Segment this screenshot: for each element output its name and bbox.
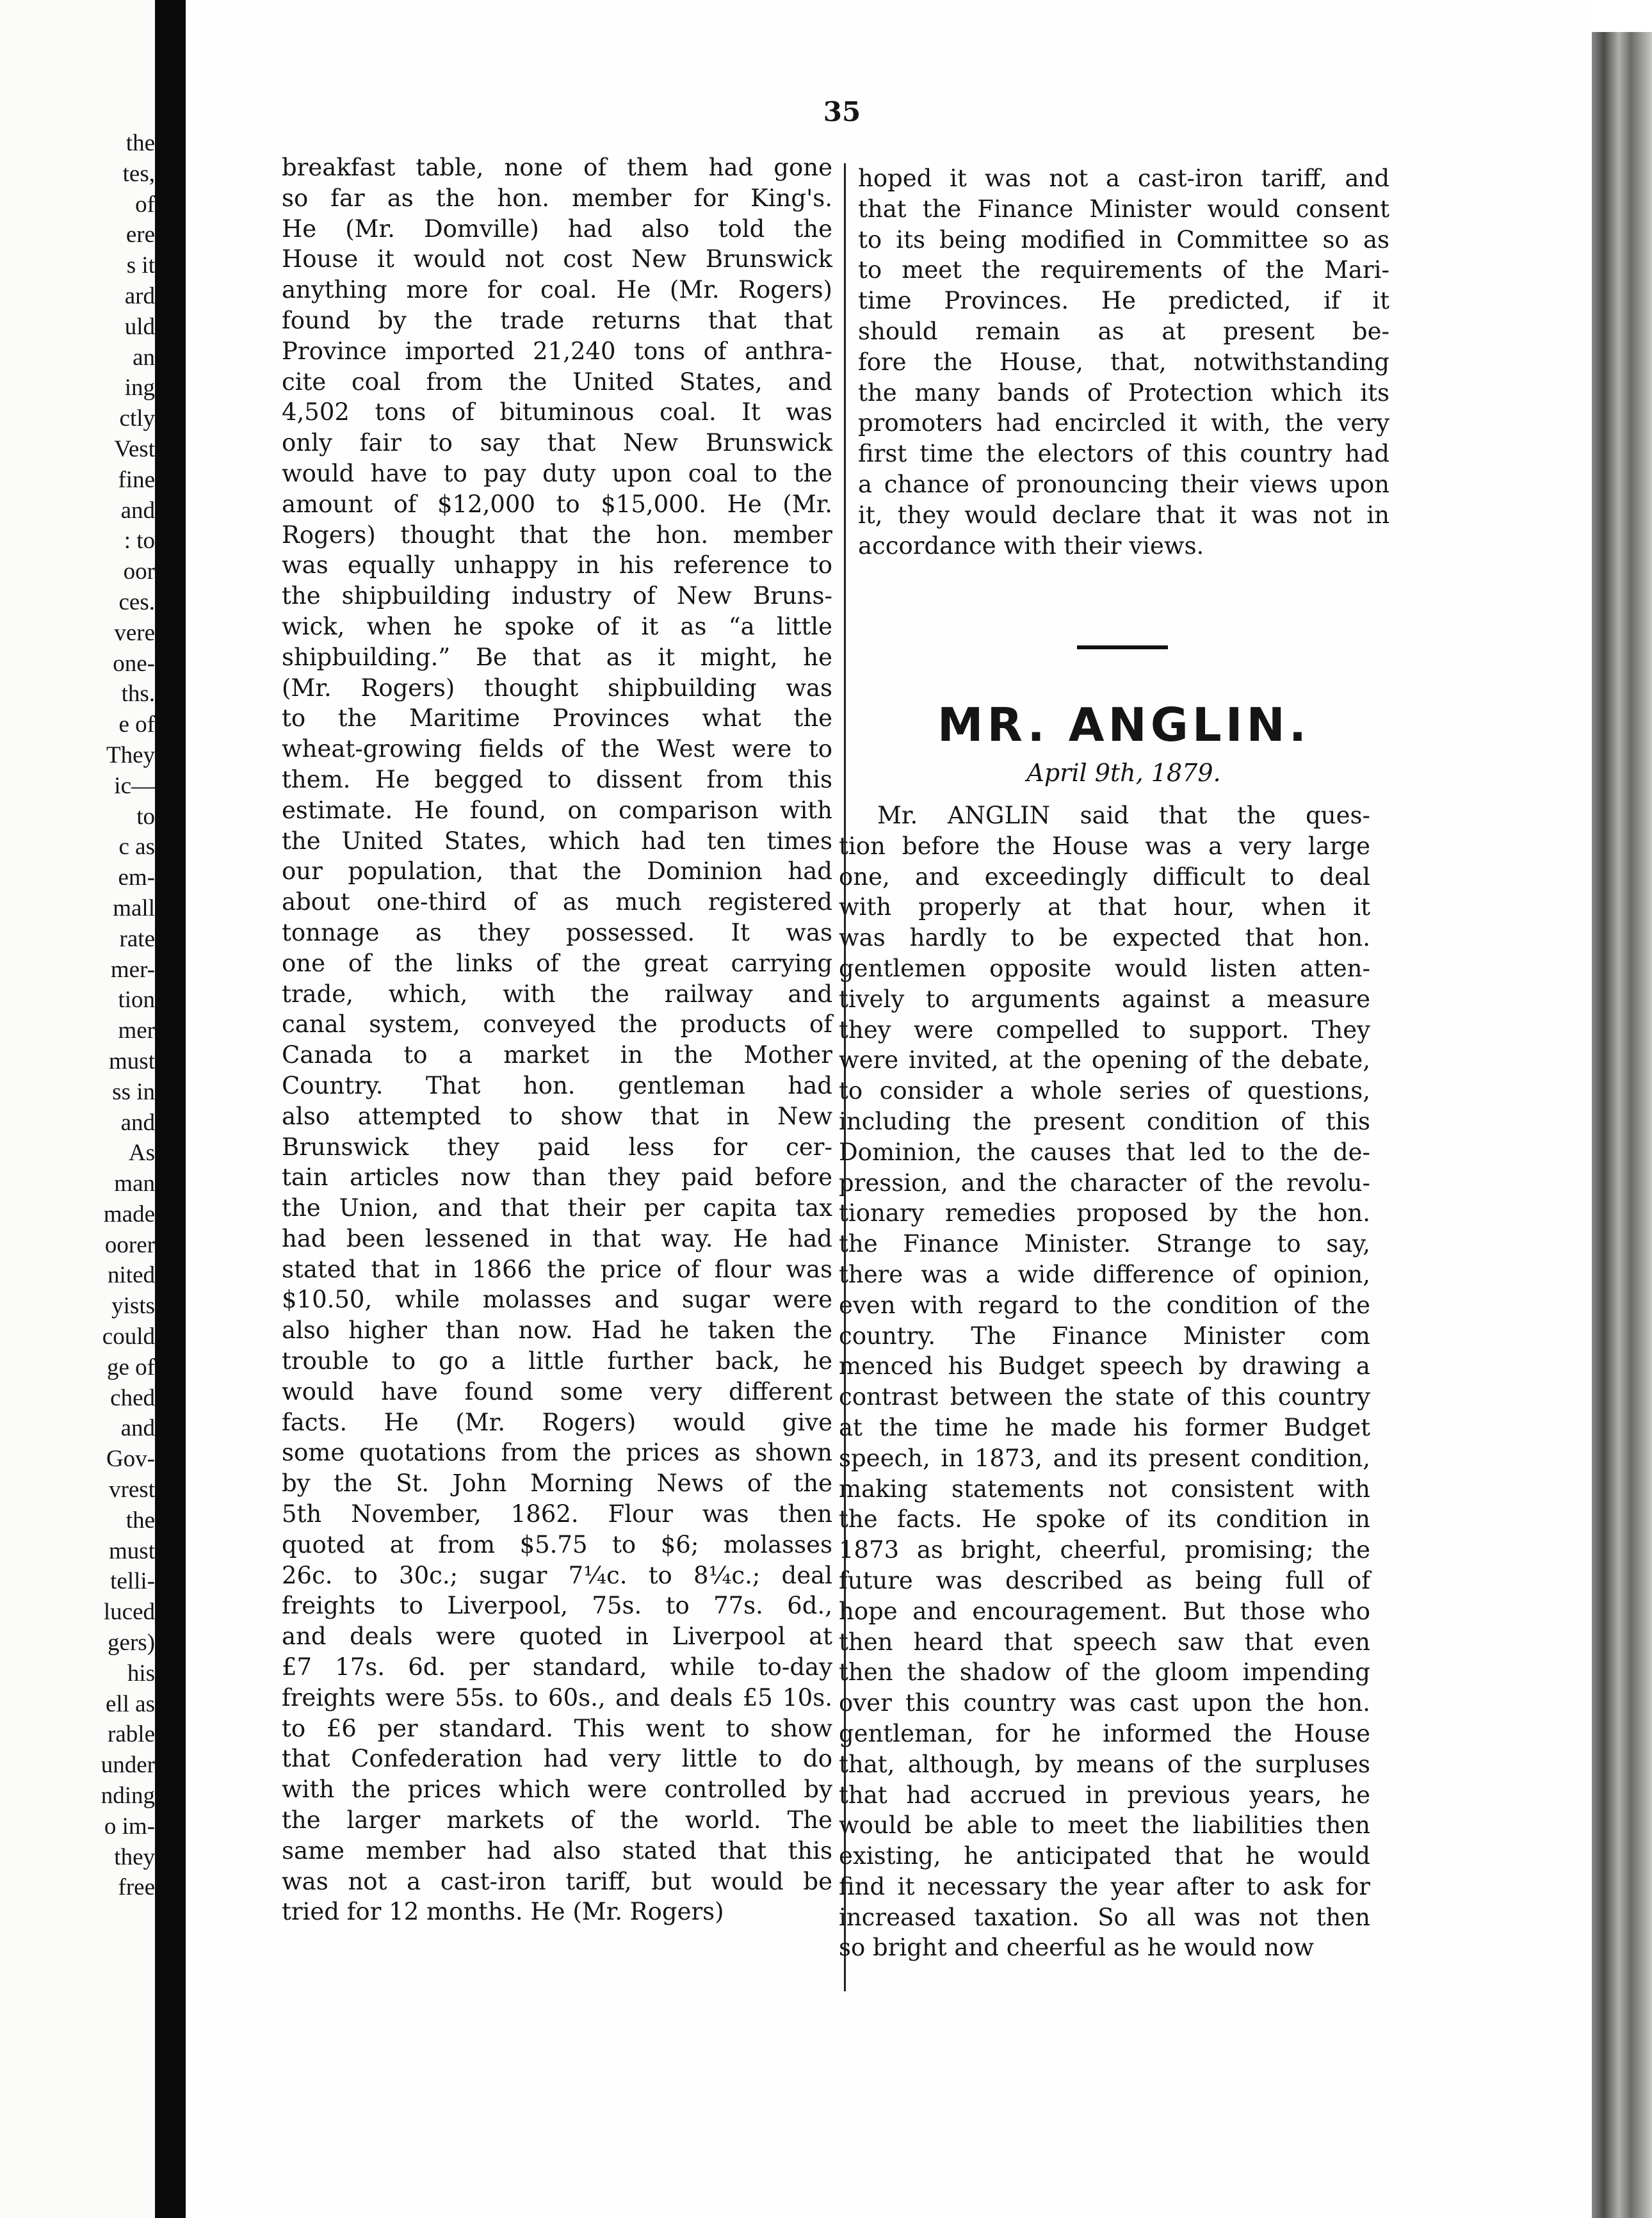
text-line: amount of $12,000 to $15,000. He (Mr. xyxy=(282,490,832,518)
text-line: freights to Liverpool, 75s. to 77s. 6d., xyxy=(282,1592,832,1620)
text-line: hope and encouragement. But those who xyxy=(839,1597,1370,1625)
previous-page-line: uld xyxy=(124,313,155,340)
previous-page-line: ere xyxy=(126,222,155,248)
previous-page-line: fine xyxy=(118,466,155,493)
text-line: existing, he anticipated that he would xyxy=(839,1842,1370,1870)
text-line: gentleman, for he informed the House xyxy=(839,1719,1370,1747)
text-line: tively to arguments against a measure xyxy=(839,985,1370,1013)
previous-page-line: ss in xyxy=(112,1078,155,1105)
text-line: stated that in 1866 the price of flour was xyxy=(282,1255,832,1283)
text-line: one, and exceedingly difficult to deal xyxy=(839,862,1370,891)
previous-page-line: ths. xyxy=(121,681,155,708)
text-line: by the St. John Morning News of the xyxy=(282,1469,832,1498)
previous-page-line: Gov- xyxy=(106,1446,155,1473)
text-line: to consider a whole series of questions, xyxy=(839,1077,1370,1105)
text-line: the larger markets of the world. The xyxy=(282,1806,832,1834)
previous-page-line: and xyxy=(120,1415,155,1442)
text-line: tion before the House was a very large xyxy=(839,832,1370,860)
previous-page-line: o im- xyxy=(104,1813,155,1840)
text-line: shipbuilding.” Be that as it might, he xyxy=(282,643,832,671)
previous-page-line: As xyxy=(128,1140,155,1167)
text-line: 26c. to 30c.; sugar 7¼c. to 8¼c.; deal xyxy=(282,1561,832,1589)
text-line: pression, and the character of the revolu- xyxy=(839,1169,1370,1197)
previous-page-line: em- xyxy=(118,864,155,891)
text-line: trouble to go a little further back, he xyxy=(282,1347,832,1375)
text-line: it, they would declare that it was not in xyxy=(858,501,1389,529)
text-line: would have to pay duty upon coal to the xyxy=(282,459,832,487)
text-line: with the prices which were controlled by xyxy=(282,1776,832,1804)
previous-page-line: rable xyxy=(108,1721,155,1748)
text-line: freights were 55s. to 60s., and deals £5 10s. xyxy=(282,1683,832,1712)
text-line: that, although, by means of the surpluses xyxy=(839,1750,1370,1778)
previous-page-line: under xyxy=(101,1752,155,1779)
previous-page-line: nding xyxy=(101,1783,155,1809)
text-line: was not a cast-iron tariff, but would be xyxy=(282,1867,832,1895)
text-line: including the present condition of this xyxy=(839,1107,1370,1135)
text-line: quoted at from $5.75 to $6; molasses xyxy=(282,1530,832,1558)
text-line: country. The Finance Minister com xyxy=(839,1322,1370,1350)
previous-page-line: the xyxy=(126,130,155,156)
text-line: one of the links of the great carrying xyxy=(282,949,832,977)
text-line: time Provinces. He predicted, if it xyxy=(858,287,1389,315)
previous-page-line: ces. xyxy=(118,588,155,615)
previous-page-line: must xyxy=(109,1048,155,1074)
previous-page-edge xyxy=(0,0,155,2218)
text-line: Brunswick they paid less for cer- xyxy=(282,1133,832,1161)
text-line: 5th November, 1862. Flour was then xyxy=(282,1500,832,1528)
dateline: April 9th, 1879. xyxy=(1026,759,1221,787)
text-line: even with regard to the condition of the xyxy=(839,1291,1370,1319)
text-line: then the shadow of the gloom impending xyxy=(839,1658,1370,1687)
previous-page-line: c as xyxy=(118,834,155,861)
text-line: was equally unhappy in his reference to xyxy=(282,551,832,579)
text-line: the many bands of Protection which its xyxy=(858,378,1389,407)
text-line: increased taxation. So all was not then xyxy=(839,1903,1370,1931)
previous-page-line: yists xyxy=(111,1293,155,1320)
text-line: breakfast table, none of them had gone xyxy=(282,154,832,181)
previous-page-line: mer- xyxy=(110,956,155,983)
text-line: Province imported 21,240 tons of anthra- xyxy=(282,337,832,365)
text-line: $10.50, while molasses and sugar were xyxy=(282,1286,832,1314)
previous-page-line: luced xyxy=(103,1599,155,1626)
previous-page-line: tes, xyxy=(122,160,155,187)
text-line: about one-third of as much registered xyxy=(282,888,832,916)
left-column xyxy=(282,152,832,1927)
text-line: over this country was cast upon the hon. xyxy=(839,1689,1370,1717)
text-line: contrast between the state of this country xyxy=(839,1383,1370,1411)
text-line: the facts. He spoke of its condition in xyxy=(839,1505,1370,1534)
previous-page-line: nited xyxy=(108,1262,155,1289)
text-line: would have found some very different xyxy=(282,1377,832,1405)
previous-page-line: the xyxy=(126,1507,155,1534)
previous-page-fragments xyxy=(0,128,155,1903)
previous-page-line: must xyxy=(109,1537,155,1564)
text-line: them. He begged to dissent from this xyxy=(282,765,832,793)
text-line: the Finance Minister. Strange to say, xyxy=(839,1230,1370,1258)
previous-page-line: They xyxy=(106,741,155,768)
text-line: menced his Budget speech by drawing a xyxy=(839,1352,1370,1380)
text-line: at the time he made his former Budget xyxy=(839,1413,1370,1441)
text-line: making statements not consistent with xyxy=(839,1475,1370,1503)
previous-page-line: ctly xyxy=(119,405,155,432)
previous-page-line: and xyxy=(120,497,155,524)
previous-page-line: vrest xyxy=(109,1477,155,1503)
text-line: House it would not cost New Brunswick xyxy=(282,245,832,273)
text-line: trade, which, with the railway and xyxy=(282,980,832,1008)
text-line: had been lessened in that way. He had xyxy=(282,1224,832,1252)
text-line: some quotations from the prices as shown xyxy=(282,1439,832,1467)
previous-page-line: telli- xyxy=(110,1568,155,1595)
text-line: then heard that speech saw that even xyxy=(839,1628,1370,1656)
text-line: to its being modified in Committee so as xyxy=(858,225,1389,254)
previous-page-line: rate xyxy=(119,925,155,952)
text-line: the Union, and that their per capita tax xyxy=(282,1194,832,1222)
previous-page-line: : to xyxy=(124,528,155,554)
text-line: with properly at that hour, when it xyxy=(839,893,1370,921)
previous-page-line: could xyxy=(102,1324,155,1350)
text-line: gentlemen opposite would listen atten- xyxy=(839,954,1370,982)
text-line: was hardly to be expected that hon. xyxy=(839,924,1370,952)
previous-page-line: ell as xyxy=(105,1690,155,1717)
text-line: accordance with their views. xyxy=(858,531,1204,560)
previous-page-line: an xyxy=(133,344,155,371)
text-line: cite coal from the United States, and xyxy=(282,368,832,396)
text-line: tionary remedies proposed by the hon. xyxy=(839,1199,1370,1227)
text-line: Rogers) thought that the hon. member xyxy=(282,521,832,549)
previous-page-line: oor xyxy=(123,558,155,585)
previous-page-line: free xyxy=(118,1874,155,1901)
previous-page-line: gers) xyxy=(108,1630,155,1656)
text-line: fore the House, that, notwithstanding xyxy=(858,348,1389,376)
previous-page-line: of xyxy=(135,191,155,218)
text-line: the shipbuilding industry of New Bruns- xyxy=(282,582,832,610)
previous-page-line: oorer xyxy=(104,1231,155,1258)
text-line: to the Maritime Provinces what the xyxy=(282,704,832,733)
previous-page-line: mer xyxy=(118,1017,155,1044)
text-line: Country. That hon. gentleman had xyxy=(282,1071,832,1099)
text-line: that had accrued in previous years, he xyxy=(839,1781,1370,1809)
text-line: so bright and cheerful as he would now xyxy=(839,1934,1314,1962)
page-number: 35 xyxy=(823,96,861,127)
text-line: speech, in 1873, and its present condition, xyxy=(839,1444,1370,1472)
text-line: wheat-growing fields of the West were to xyxy=(282,735,832,763)
text-line: should remain as at present be- xyxy=(858,317,1389,345)
text-line: there was a wide difference of opinion, xyxy=(839,1260,1370,1288)
previous-page-line: vere xyxy=(114,619,155,646)
book-page-edges xyxy=(1592,32,1652,2218)
text-line: tonnage as they possessed. It was xyxy=(282,918,832,946)
text-line: future was described as being full of xyxy=(839,1566,1370,1594)
text-line: Mr. ANGLIN said that the ques- xyxy=(877,802,1370,829)
text-line: promoters had encircled it with, the very xyxy=(858,409,1389,437)
previous-page-line: they xyxy=(114,1843,155,1870)
previous-page-line: e of xyxy=(118,711,155,738)
text-line: the United States, which had ten times xyxy=(282,827,832,855)
text-line: Dominion, the causes that led to the de- xyxy=(839,1138,1370,1166)
text-line: they were compelled to support. They xyxy=(839,1016,1370,1044)
text-line: found by the trade returns that that xyxy=(282,306,832,334)
text-line: estimate. He found, on comparison with xyxy=(282,796,832,824)
text-line: 1873 as bright, cheerful, promising; the xyxy=(839,1536,1370,1564)
section-rule xyxy=(1077,645,1168,649)
text-line: anything more for coal. He (Mr. Rogers) xyxy=(282,276,832,304)
previous-page-line: made xyxy=(103,1201,155,1227)
text-line: so far as the hon. member for King's. xyxy=(282,184,832,212)
previous-page-line: ched xyxy=(110,1384,155,1411)
text-line: wick, when he spoke of it as “a little xyxy=(282,612,832,640)
previous-page-line: mall xyxy=(113,894,155,921)
text-line: facts. He (Mr. Rogers) would give xyxy=(282,1408,832,1436)
text-line: also higher than now. Had he taken the xyxy=(282,1316,832,1345)
text-line: only fair to say that New Brunswick xyxy=(282,429,832,457)
previous-page-line: his xyxy=(127,1660,155,1687)
right-column-top xyxy=(858,163,1389,561)
previous-page-line: ing xyxy=(124,375,155,401)
text-line: to meet the requirements of the Mari- xyxy=(858,256,1389,284)
text-line: (Mr. Rogers) thought shipbuilding was xyxy=(282,674,832,702)
previous-page-line: tion xyxy=(118,987,155,1014)
text-line: and deals were quoted in Liverpool at xyxy=(282,1623,832,1651)
text-line: 4,502 tons of bituminous coal. It was xyxy=(282,398,832,426)
text-line: Canada to a market in the Mother xyxy=(282,1041,832,1069)
text-line: to £6 per standard. This went to show xyxy=(282,1714,832,1742)
previous-page-line: ard xyxy=(124,282,155,309)
text-line: our population, that the Dominion had xyxy=(282,857,832,886)
previous-page-line: and xyxy=(120,1109,155,1136)
text-line: tried for 12 months. He (Mr. Rogers) xyxy=(282,1898,724,1926)
text-line: tain articles now than they paid before xyxy=(282,1163,832,1192)
text-line: hoped it was not a cast-iron tariff, and xyxy=(858,165,1389,192)
text-line: would be able to meet the liabilities then xyxy=(839,1811,1370,1840)
text-line: find it necessary the year after to ask for xyxy=(839,1872,1370,1900)
text-line: same member had also stated that this xyxy=(282,1836,832,1865)
previous-page-line: ic— xyxy=(114,772,155,799)
text-line: that Confederation had very little to do xyxy=(282,1745,832,1773)
previous-page-line: s it xyxy=(126,252,155,279)
previous-page-line: one- xyxy=(113,650,155,677)
text-line: He (Mr. Domville) had also told the xyxy=(282,215,832,243)
text-line: first time the electors of this country had xyxy=(858,440,1389,468)
text-line: that the Finance Minister would consent xyxy=(858,195,1389,223)
right-column-body xyxy=(839,800,1370,1963)
text-line: canal system, conveyed the products of xyxy=(282,1010,832,1039)
previous-page-line: ge of xyxy=(107,1354,155,1380)
previous-page-line: Vest xyxy=(114,435,155,462)
text-line: also attempted to show that in New xyxy=(282,1102,832,1130)
previous-page-line: man xyxy=(114,1170,155,1197)
text-line: a chance of pronouncing their views upon xyxy=(858,470,1389,498)
text-line: were invited, at the opening of the debate, xyxy=(839,1046,1370,1074)
text-line: £7 17s. 6d. per standard, while to-day xyxy=(282,1653,832,1681)
previous-page-line: to xyxy=(136,803,155,830)
section-heading: MR. ANGLIN. xyxy=(937,698,1311,752)
